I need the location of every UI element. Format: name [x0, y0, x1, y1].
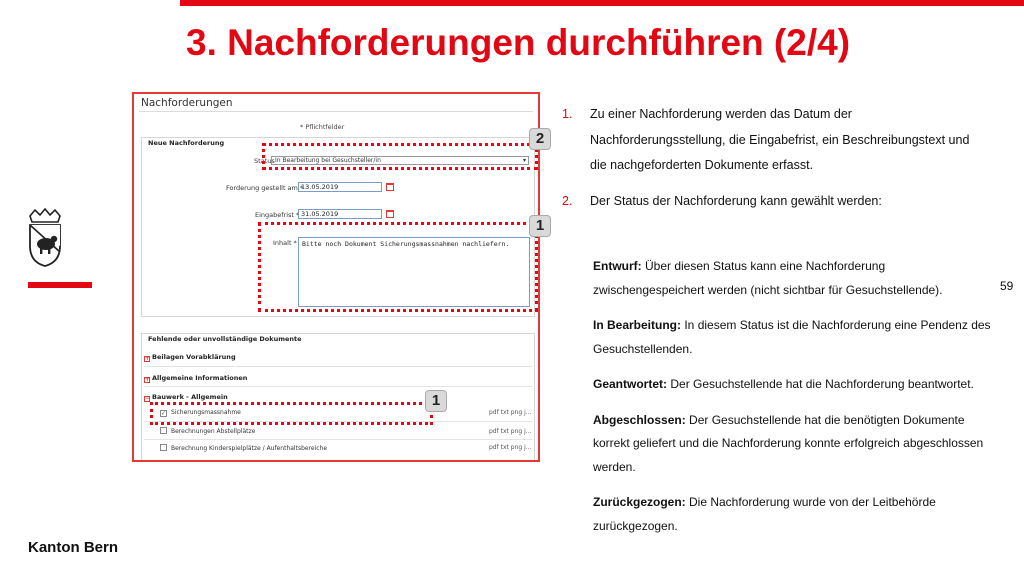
content-textarea[interactable]: Bitte noch Dokument Sicherungsmassnahmen nachliefern. — [298, 237, 530, 307]
status-name: Geantwortet: — [593, 377, 668, 391]
status-name: Zurückgezogen: — [593, 495, 686, 509]
document-label: Berechnung Kinderspielplätze / Aufenthaltsbereiche — [171, 445, 328, 452]
status-text: Der Gesuchstellende hat die Nachforderung beantwortet. — [667, 377, 974, 391]
deadline-input[interactable]: 31.05.2019 — [298, 209, 382, 219]
status-label: Status — [254, 157, 275, 165]
status-name: In Bearbeitung: — [593, 318, 682, 332]
status-value: In Bearbeitung bei Gesuchsteller/in — [275, 157, 381, 164]
status-name: Abgeschlossen: — [593, 412, 686, 427]
expand-icon: + — [145, 376, 151, 383]
document-label: Sicherungsmassnahme — [171, 409, 241, 416]
requested-date-input[interactable]: 13.05.2019 — [298, 182, 382, 192]
step-item — [562, 102, 982, 179]
deadline-label: Eingabefrist * — [255, 211, 300, 219]
step-text: Der Status der Nachforderung kann gewählt werden: — [590, 193, 882, 208]
document-highlight — [150, 402, 433, 425]
top-accent-bar — [180, 0, 1024, 6]
checkbox-icon[interactable] — [160, 427, 167, 434]
group-label: Beilagen Vorabklärung — [152, 353, 236, 361]
form-title: Nachforderungen — [141, 97, 233, 109]
side-accent-bar — [28, 282, 92, 288]
status-descriptions — [593, 255, 993, 550]
marker-badge: 1 — [425, 390, 447, 412]
status-text: Der Gesuchstellende hat die benötigten Dokumente korrekt geliefert und die Nachforderung konnte erfolgreich abgeschlossen werden. — [593, 412, 984, 474]
document-formats: pdf txt png j... — [489, 409, 532, 416]
group-label: Allgemeine Informationen — [152, 374, 248, 382]
status-text: Die Nachforderung wurde von der Leitbehörde zurückgezogen. — [593, 495, 936, 533]
new-request-legend: Neue Nachforderung — [148, 139, 225, 147]
document-row[interactable] — [160, 427, 255, 435]
divider — [144, 439, 532, 440]
status-name: Entwurf: — [593, 259, 642, 273]
step-item — [562, 189, 982, 215]
document-formats: pdf txt png j... — [489, 444, 532, 451]
marker-badge: 1 — [529, 215, 551, 237]
calendar-icon[interactable] — [386, 210, 394, 218]
group-allgemeine-informationen[interactable] — [144, 374, 247, 383]
checkbox-checked-icon[interactable]: ✓ — [161, 410, 167, 417]
steps-list — [562, 102, 982, 214]
missing-docs-legend: Fehlende oder unvollständige Dokumente — [148, 335, 302, 343]
checkbox-icon[interactable] — [160, 444, 167, 451]
status-description — [593, 373, 993, 397]
content-label: Inhalt * — [273, 239, 297, 247]
slide-title: 3. Nachforderungen durchführen (2/4) — [186, 22, 851, 63]
divider — [144, 386, 532, 387]
document-row[interactable] — [160, 444, 327, 452]
status-highlight — [262, 143, 538, 170]
chevron-down-icon: ▾ — [522, 157, 526, 164]
divider — [139, 111, 533, 112]
step-number: 2. — [562, 193, 573, 208]
status-text: Über diesen Status kann eine Nachforderung zwischengespeichert werden (nicht sichtbar für Gesuchstellende). — [593, 259, 943, 297]
page-number: 59 — [1000, 279, 1014, 293]
status-description — [593, 409, 993, 480]
required-note: * Pflichtfelder — [300, 123, 345, 131]
org-name: Kanton Bern — [28, 539, 118, 556]
content-highlight — [258, 222, 538, 312]
requested-date-label: Forderung gestellt am * — [226, 184, 304, 192]
calendar-icon[interactable] — [386, 183, 394, 191]
group-bauwerk-allgemein[interactable] — [144, 393, 228, 402]
group-beilagen[interactable] — [144, 353, 236, 362]
status-text: In diesem Status ist die Nachforderung eine Pendenz des Gesuchstellenden. — [593, 318, 991, 356]
status-description — [593, 255, 993, 302]
document-formats: pdf txt png j... — [489, 428, 532, 435]
bern-coat-of-arms-icon — [26, 208, 64, 268]
status-description — [593, 314, 993, 361]
marker-badge: 2 — [529, 128, 551, 150]
expand-icon: + — [145, 355, 151, 362]
collapse-icon: − — [145, 395, 151, 402]
step-text: Zu einer Nachforderung werden das Datum der Nachforderungsstellung, die Eingabefrist, ein Beschreibungstext und die nachgeforderten Dokumente erfasst. — [590, 107, 970, 172]
group-label: Bauwerk - Allgemein — [152, 393, 228, 401]
status-description — [593, 491, 993, 538]
divider — [144, 366, 532, 367]
document-label: Berechnungen Abstellplätze — [171, 428, 256, 435]
step-number: 1. — [562, 107, 573, 121]
